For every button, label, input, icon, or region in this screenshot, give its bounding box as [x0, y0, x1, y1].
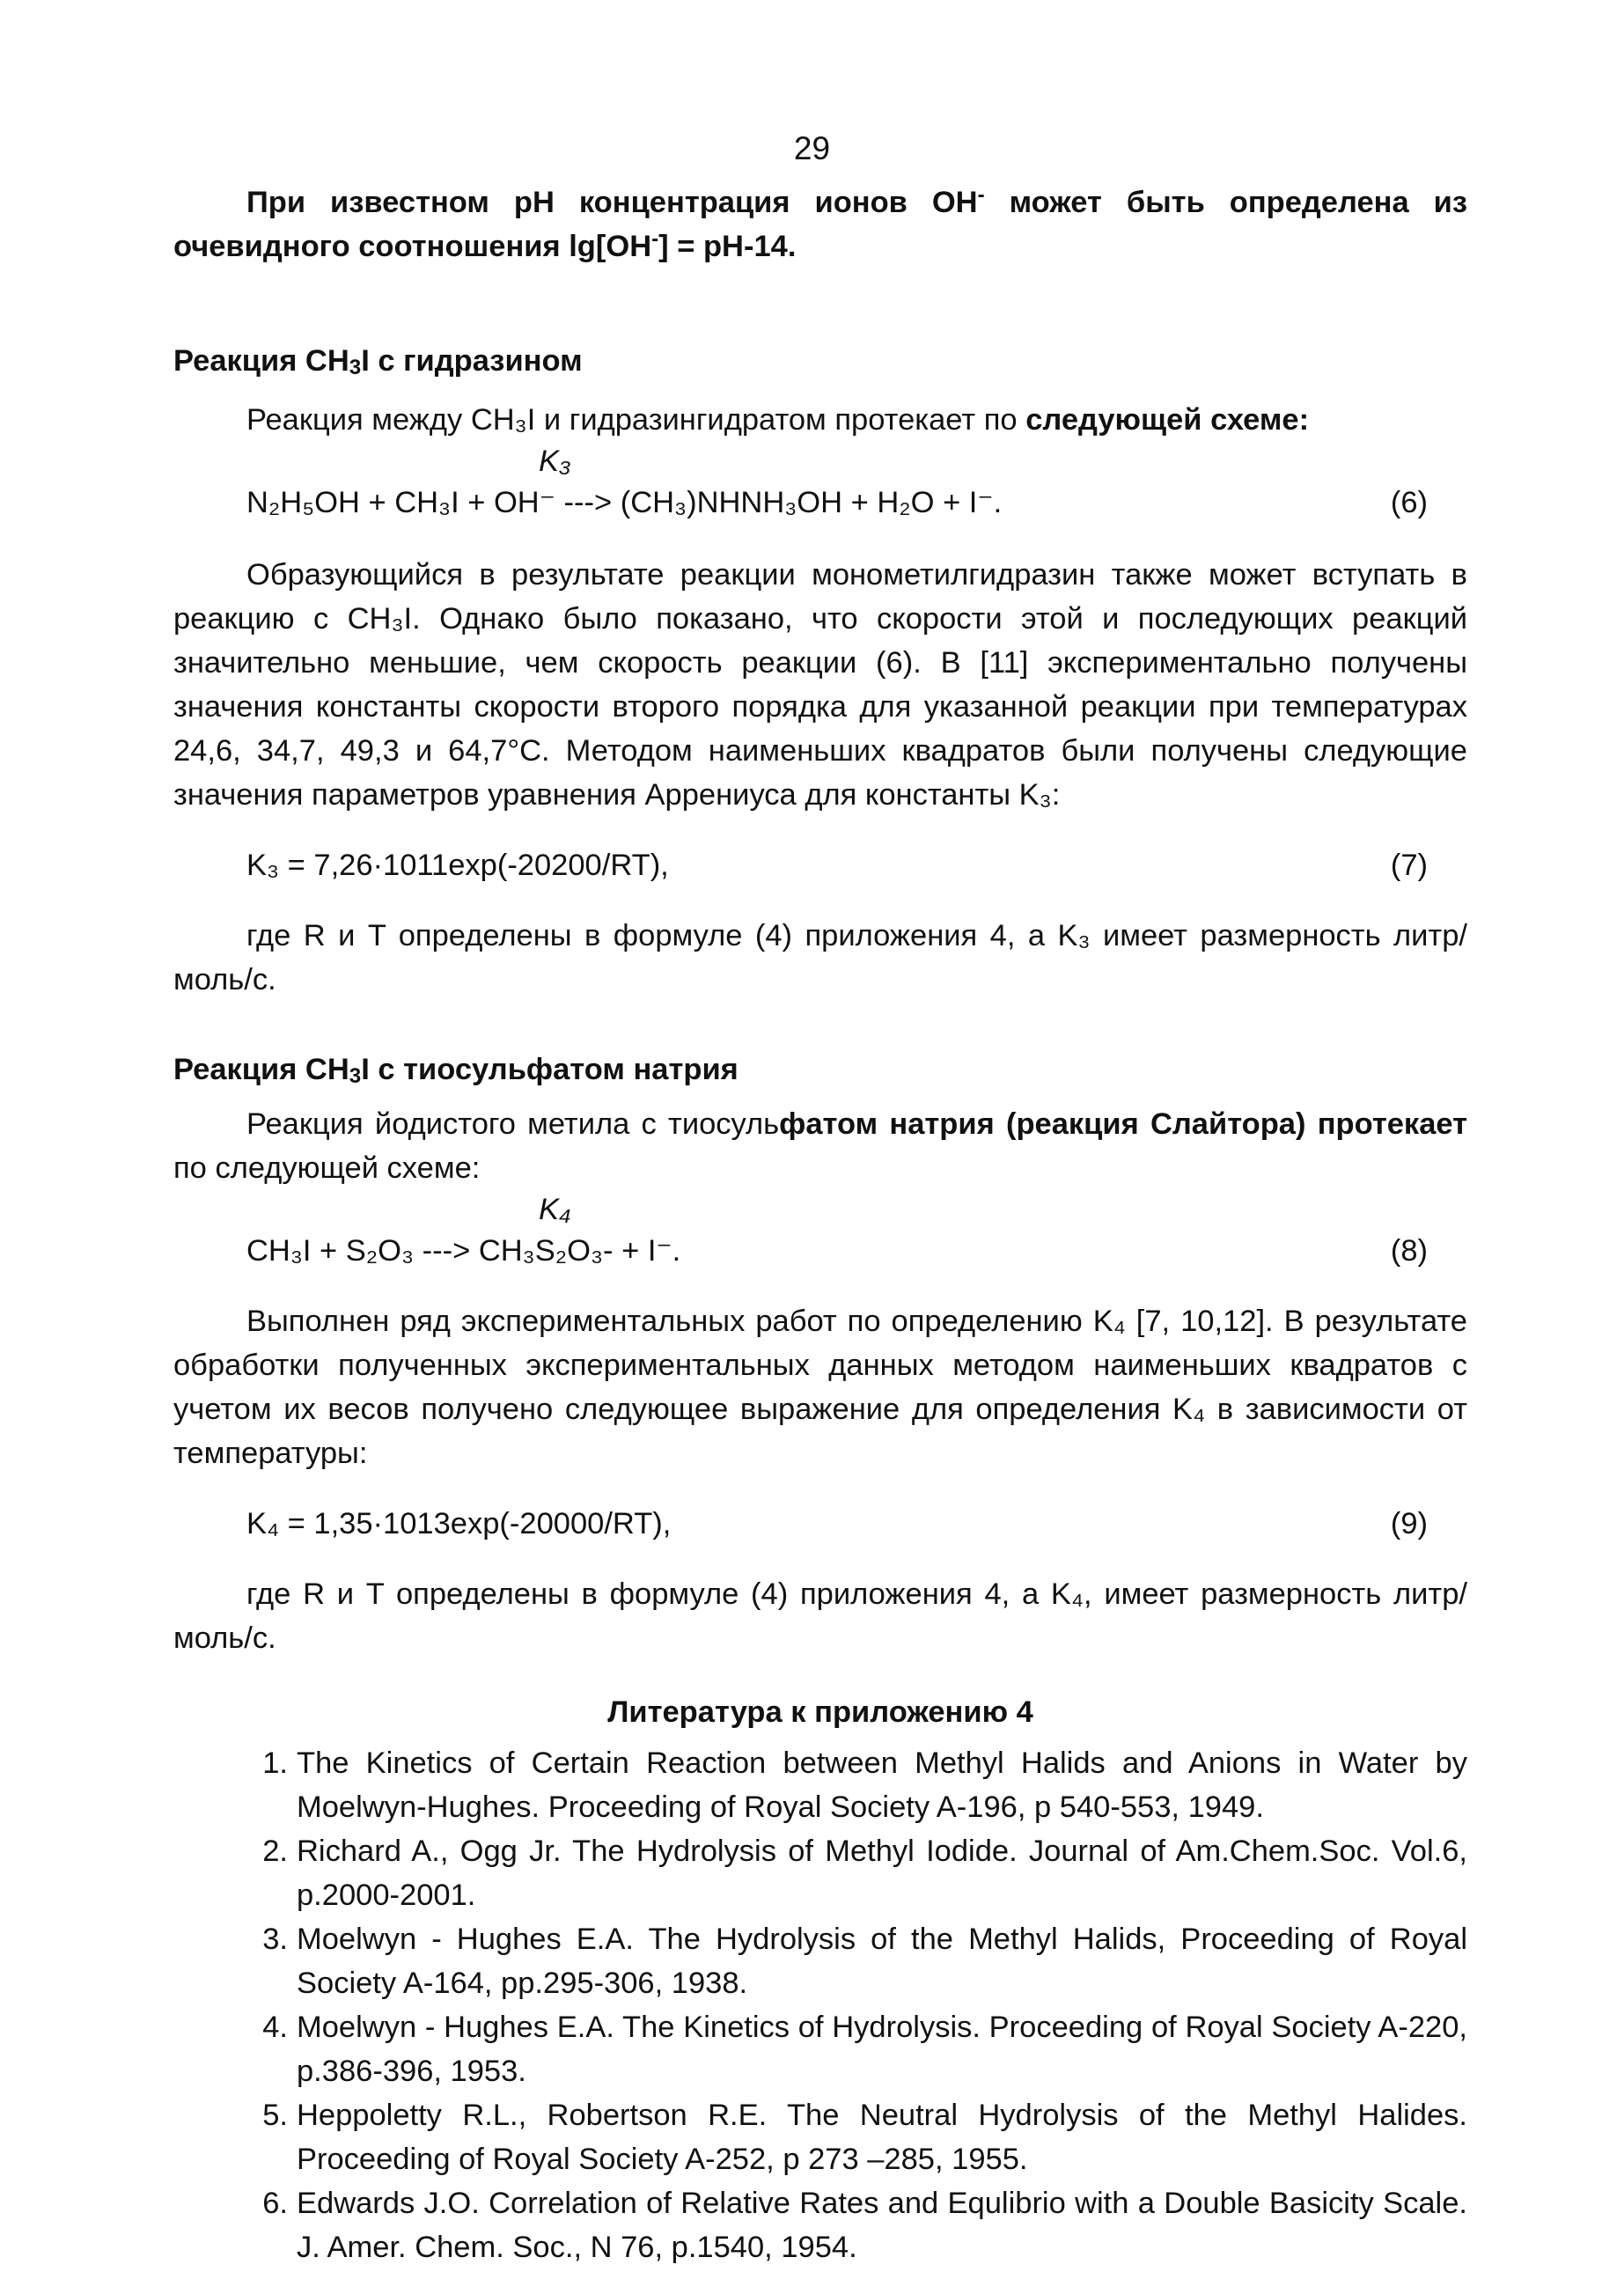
section-heading-thiosulfate: Реакция $CH_3I$ с тиосульфатом натрия	[173, 1053, 739, 1088]
formula-7-text: K₃ = 7,26·1011exp(-20200/RT),	[246, 849, 669, 882]
rate-constant-label-k3: K₃	[539, 445, 571, 478]
reference-item: 5. Heppoletty R.L., Robertson R.E. The Neutral Hydrolysis of the Methyl Halides. Proceeding of Royal Society A-252, p 273 –285, 1955.	[262, 2099, 1467, 2176]
page-content	[173, 180, 1467, 2269]
rate-constant-label-k4: K₄	[539, 1193, 571, 1226]
formula-7	[173, 843, 1467, 887]
thiosulfate-lead: Реакция йодистого метила с тиосульфатом натрия (реакция Слайтора) протекает по следующей схеме:	[173, 1107, 1468, 1185]
page-number: 29	[793, 130, 831, 166]
formula-9-text: K₄ = 1,35·1013exp(-20000/RT),	[246, 1507, 672, 1540]
equation-6-text: N₂H₅OH + CH₃I + OH⁻ ---> (CH₃)NHNH₃OH + H₂O + I⁻.	[246, 486, 1003, 519]
hydrazine-paragraph: Образующийся в результате реакции монометилгидразин также может вступать в реакцию с CH₃I. Однако было показано, что скорости этой и последующих реакций значительно меньшие, чем скорость реакции (6). В [11] экспериментально получены значения константы скорости второго порядка для указанной реакции при температурах 24,6, 34,7, 49,3 и 64,7°С. Методом наименьших квадратов были получены следующие значения параметров уравнения Аррениуса для константы K₃:	[173, 558, 1467, 812]
thiosulfate-paragraph: Выполнен ряд экспериментальных работ по определению K₄ [7, 10,12]. В результате обработки полученных экспериментальных данных методом наименьших квадратов с учетом их весов получено следующее выражение для определения K₄ в зависимости от температуры:	[173, 1305, 1467, 1470]
references-title: Литература к приложению 4	[607, 1695, 1033, 1729]
equation-8-number: (8)	[1390, 1234, 1428, 1268]
equation-8	[173, 1229, 1467, 1273]
intro-paragraph: При известном pH концентрация ионов OH- может быть определена из очевидного соотношения lg[OH-] = pH-14.	[173, 183, 1467, 263]
equation-8-text: CH₃I + S₂O₃ ---> CH₃S₂O₃- + I⁻.	[246, 1234, 681, 1268]
thiosulfate-note: где R и T определены в формуле (4) приложения 4, а K₄, имеет размерность литр/моль/с.	[173, 1577, 1467, 1655]
reference-item: 3. Moelwyn - Hughes E.A. The Hydrolysis of the Methyl Halids, Proceeding of Royal Society A-164, pp.295-306, 1938.	[262, 1923, 1467, 2000]
formula-9-number: (9)	[1390, 1507, 1428, 1540]
formula-9	[173, 1502, 1467, 1546]
reference-item: 6. Edwards J.O. Correlation of Relative Rates and Equlibrio with a Double Basicity Scale. J. Amer. Chem. Soc., N 76, p.1540, 1954.	[262, 2187, 1467, 2264]
references-list	[173, 1741, 1467, 2269]
equation-6-number: (6)	[1390, 486, 1428, 519]
section-heading-hydrazine: Реакция $CH_3I$ с гидразином	[173, 344, 583, 379]
formula-7-number: (7)	[1390, 849, 1428, 882]
reference-item: 2. Richard A., Ogg Jr. The Hydrolysis of Methyl Iodide. Journal of Am.Chem.Soc. Vol.6, p.2000-2001.	[262, 1834, 1467, 1912]
reference-item: 4. Moelwyn - Hughes E.A. The Kinetics of Hydrolysis. Proceeding of Royal Society A-220, p.386-396, 1953.	[262, 2011, 1467, 2088]
hydrazine-lead: Реакция между CH₃I и гидразингидратом протекает по следующей схеме:	[246, 403, 1310, 437]
equation-6	[173, 481, 1467, 525]
hydrazine-note: где R и T определены в формуле (4) приложения 4, а K₃ имеет размерность литр/моль/с.	[173, 919, 1467, 996]
reference-item: 1. The Kinetics of Certain Reaction between Methyl Halids and Anions in Water by Moelwyn-Hughes. Proceeding of Royal Society A-196, p 540-553, 1949.	[262, 1746, 1467, 1824]
